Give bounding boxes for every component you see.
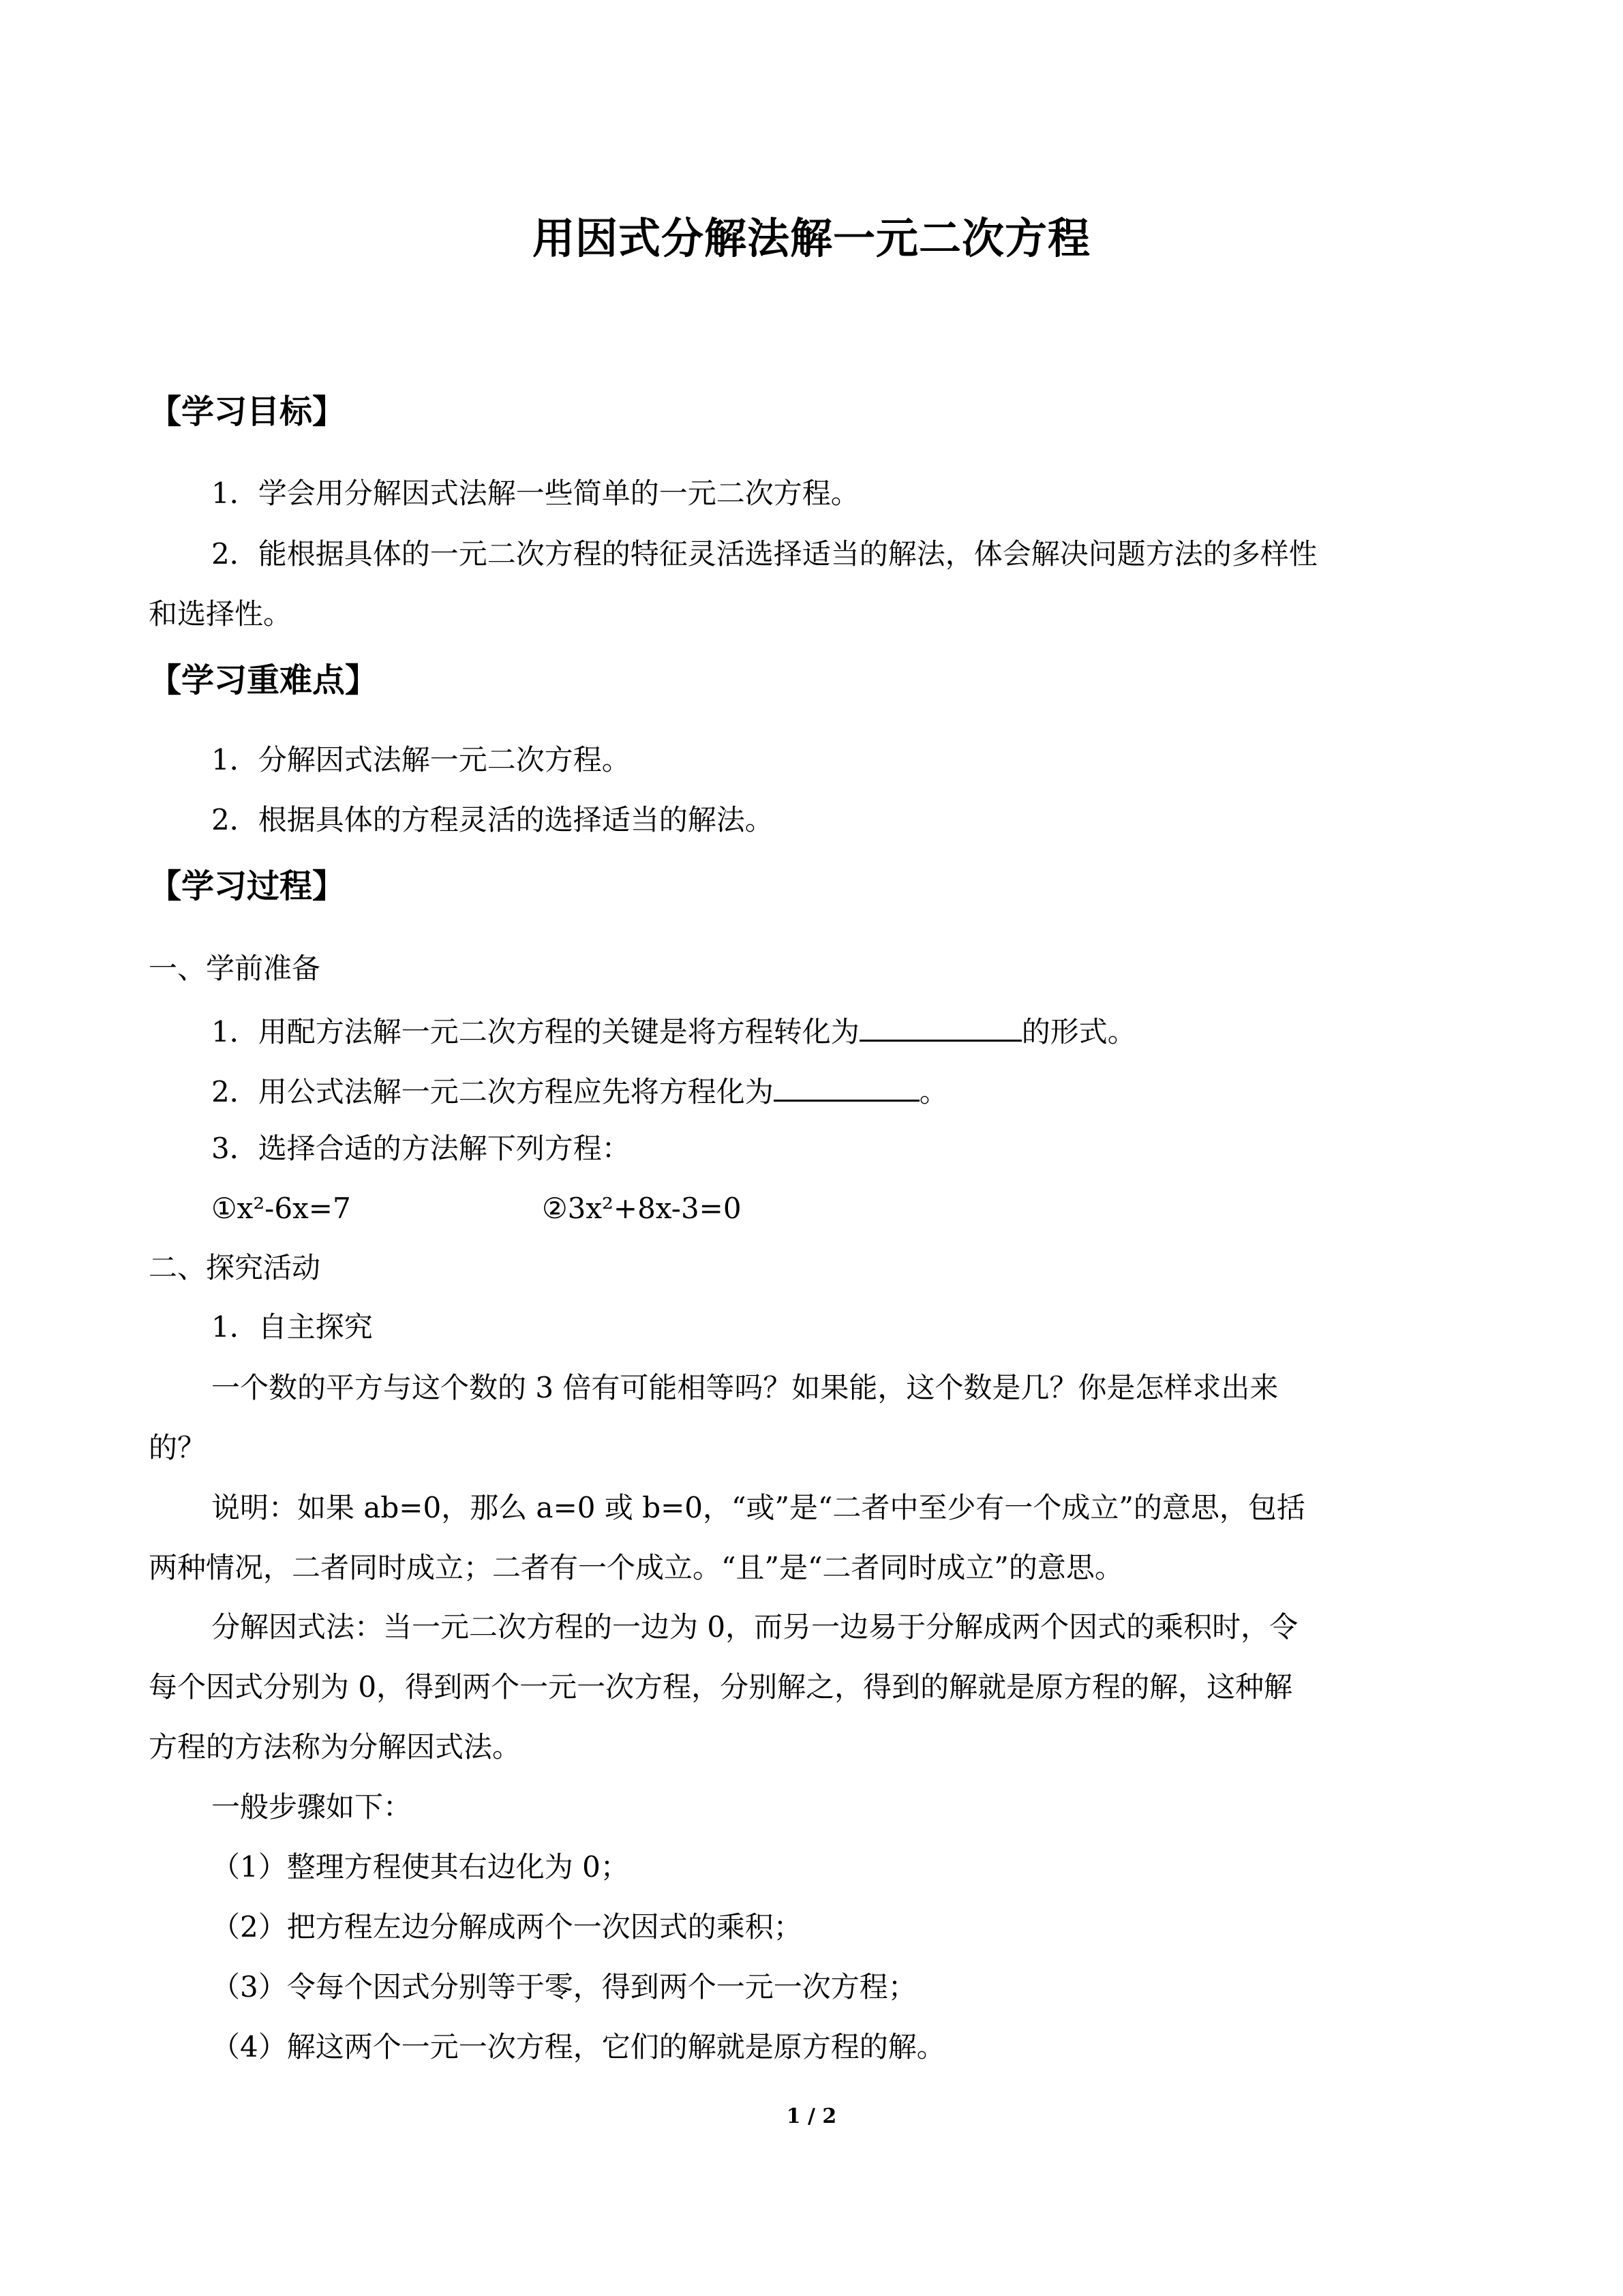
prep-question-2 — [211, 1070, 948, 1111]
part1-title: 一、学前准备 — [149, 952, 321, 985]
part2-title: 二、探究活动 — [149, 1251, 321, 1284]
page-number: 1 / 2 — [786, 2104, 837, 2128]
steps-intro: 一般步骤如下： — [211, 1790, 412, 1824]
section-heading-objectives: 【学习目标】 — [149, 393, 346, 431]
method-line-3: 方程的方法称为分解因式法。 — [149, 1730, 521, 1764]
objective-item-2-line-1: 2．能根据具体的一元二次方程的特征灵活选择适当的解法，体会解决问题方法的多样性 — [211, 537, 1318, 571]
prep-question-1-suffix: 的形式。 — [1021, 1015, 1136, 1048]
section-heading-key-points: 【学习重难点】 — [149, 661, 378, 699]
objective-item-1: 1．学会用分解因式法解一些简单的一元二次方程。 — [211, 477, 860, 510]
step-2: （2）把方程左边分解成两个一次因式的乘积； — [211, 1910, 802, 1944]
answer-blank-1[interactable] — [860, 1010, 1022, 1042]
step-3: （3）令每个因式分别等于零，得到两个一元一次方程； — [211, 1970, 917, 2004]
question-line-1: 一个数的平方与这个数的 3 倍有可能相等吗？如果能，这个数是几？你是怎样求出来 — [211, 1371, 1279, 1404]
part2-sub1: 1．自主探究 — [211, 1310, 373, 1344]
method-line-1: 分解因式法：当一元二次方程的一边为 0，而另一边易于分解成两个因式的乘积时，令 — [211, 1610, 1299, 1644]
question-line-2: 的？ — [149, 1431, 207, 1464]
step-4: （4）解这两个一元一次方程，它们的解就是原方程的解。 — [211, 2030, 945, 2064]
equation-1: ①x²-6x=7 — [211, 1192, 351, 1225]
section-heading-process: 【学习过程】 — [149, 867, 346, 905]
prep-question-1 — [211, 1010, 1136, 1051]
note-line-2: 两种情况，二者同时成立；二者有一个成立。“且”是“二者同时成立”的意思。 — [149, 1551, 1123, 1584]
prep-question-3: 3．选择合适的方法解下列方程： — [211, 1132, 631, 1165]
page-title: 用因式分解法解一元二次方程 — [532, 213, 1091, 263]
equation-2: ②3x²+8x-3=0 — [542, 1192, 742, 1225]
prep-question-2-suffix: 。 — [919, 1075, 948, 1108]
note-line-1: 说明：如果 ab=0，那么 a=0 或 b=0，“或”是“二者中至少有一个成立”的意思，包括 — [211, 1491, 1305, 1524]
step-1: （1）整理方程使其右边化为 0； — [211, 1850, 629, 1884]
key-point-item-1: 1．分解因式法解一元二次方程。 — [211, 743, 631, 776]
prep-question-1-prefix: 1．用配方法解一元二次方程的关键是将方程转化为 — [211, 1015, 860, 1048]
answer-blank-2[interactable] — [774, 1070, 920, 1102]
method-line-2: 每个因式分别为 0，得到两个一元一次方程，分别解之，得到的解就是原方程的解，这种解 — [149, 1670, 1293, 1704]
objective-item-2-line-2: 和选择性。 — [149, 597, 292, 631]
prep-question-2-prefix: 2．用公式法解一元二次方程应先将方程化为 — [211, 1075, 774, 1108]
key-point-item-2: 2．根据具体的方程灵活的选择适当的解法。 — [211, 803, 774, 836]
